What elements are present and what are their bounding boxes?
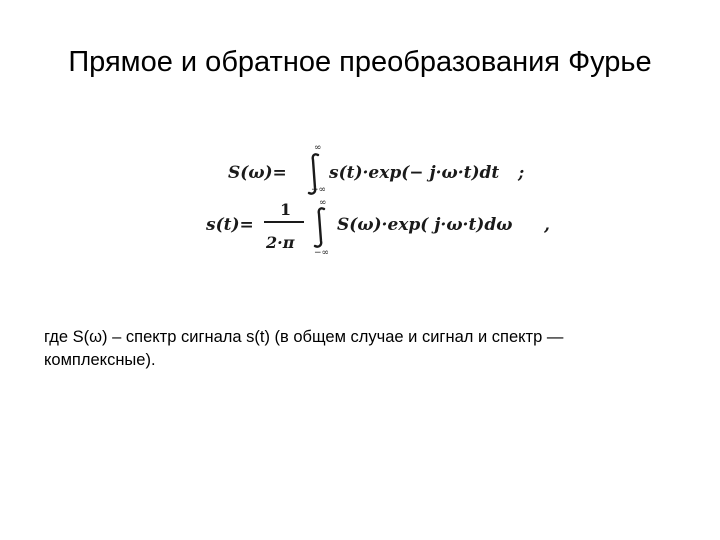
forward-integral-lower-limit: −∞	[311, 185, 327, 195]
inverse-integral-upper-limit: ∞	[319, 198, 327, 208]
body-line-1: где S(ω) – спектр сигнала s(t) (в общем случае и сигнал и спектр —	[44, 328, 564, 346]
inverse-integrand: S(ω)·exp( j·ω·t)dω	[337, 215, 513, 235]
inverse-fraction-denominator: 2·π	[266, 233, 295, 252]
inverse-transform-formula	[205, 198, 550, 258]
forward-end-mark: ;	[518, 163, 525, 183]
fourier-formulas	[195, 138, 565, 263]
inverse-lhs: s(t)=	[206, 215, 254, 235]
slide-title: Прямое и обратное преобразования Фурье	[68, 46, 652, 78]
inverse-end-mark: ,	[544, 215, 550, 235]
inverse-fraction-numerator: 1	[280, 200, 292, 219]
inverse-integral-sign	[315, 208, 324, 246]
inverse-integral-lower-limit: −∞	[314, 248, 330, 258]
forward-transform-formula	[228, 143, 524, 195]
body-text	[44, 326, 694, 372]
forward-lhs: S(ω)=	[228, 163, 287, 183]
forward-integrand: s(t)·exp(− j·ω·t)dt	[329, 163, 500, 183]
formula-image	[195, 138, 565, 263]
body-line-2: комплексные).	[44, 351, 156, 369]
forward-integral-upper-limit: ∞	[314, 143, 322, 153]
